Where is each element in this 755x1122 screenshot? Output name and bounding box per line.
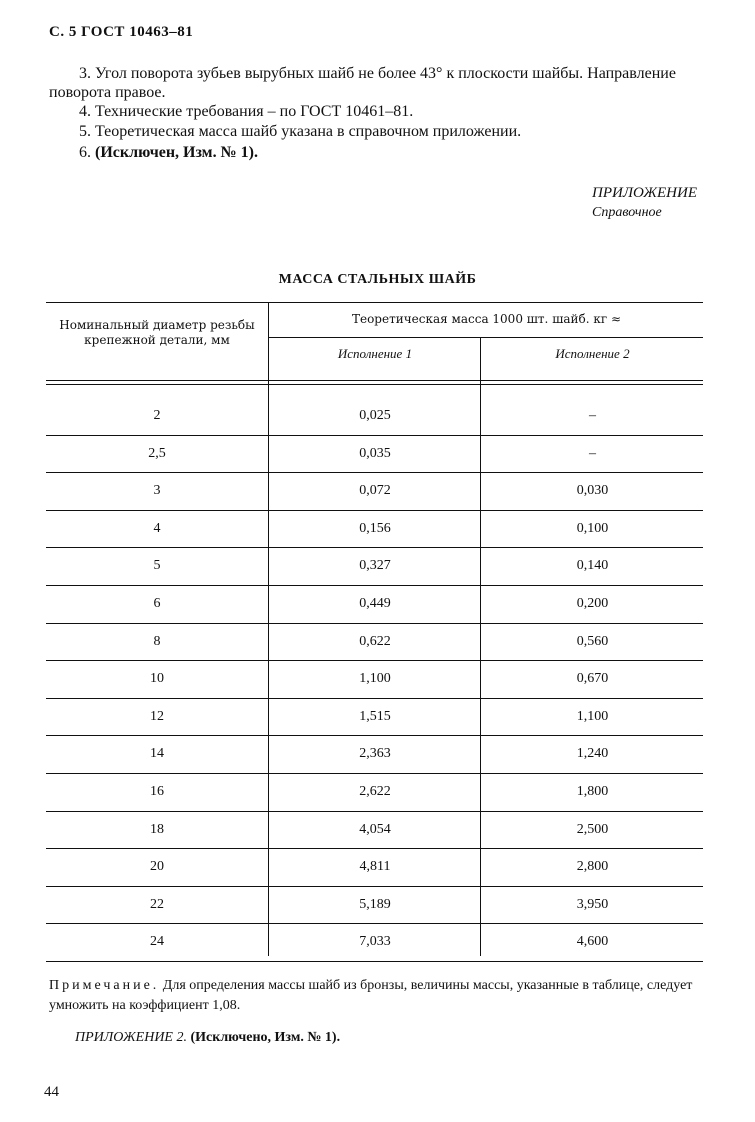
paragraph-4: 4. Технические требования – по ГОСТ 10461–81. [79, 103, 414, 120]
note-label: Примечание. [49, 978, 160, 993]
row-border [46, 472, 703, 473]
row-border [46, 435, 703, 436]
appendix-2-text: (Исключено, Изм. № 1). [190, 1030, 341, 1045]
cell-mass-variant-1: 4,054 [359, 821, 391, 837]
cell-diameter: 20 [150, 859, 164, 875]
row-border [46, 961, 703, 962]
cell-diameter: 22 [150, 896, 164, 912]
cell-mass-variant-1: 0,622 [359, 633, 391, 649]
table-note [49, 976, 709, 1016]
cell-diameter: 24 [150, 934, 164, 950]
cell-diameter: 16 [150, 784, 164, 799]
appendix-2 [75, 1030, 340, 1046]
group-header-border [268, 337, 703, 338]
cell-mass-variant-1: 1,100 [359, 671, 391, 687]
row-border [46, 547, 703, 548]
header-double-line-1 [46, 380, 703, 381]
appendix-label [592, 183, 697, 223]
page-header: С. 5 ГОСТ 10463–81 [49, 24, 194, 40]
appendix-title: ПРИЛОЖЕНИЕ [592, 185, 697, 201]
col2-header: Исполнение 1 [337, 346, 413, 361]
cell-diameter: 14 [150, 746, 164, 762]
row-border [46, 773, 703, 774]
appendix-2-label: ПРИЛОЖЕНИЕ 2. [75, 1030, 187, 1045]
cell-mass-variant-2: 0,100 [576, 520, 609, 536]
cell-mass-variant-1: 0,156 [359, 520, 391, 536]
row-border [46, 811, 703, 812]
column-divider-2 [480, 337, 481, 956]
cell-mass-variant-2: 0,560 [576, 633, 609, 649]
mass-table [46, 300, 703, 956]
header-double-line-2 [46, 384, 703, 385]
cell-mass-variant-2: 2,800 [576, 859, 609, 875]
row-border [46, 623, 703, 624]
row-border [46, 848, 703, 849]
cell-mass-variant-2: 1,240 [576, 746, 609, 762]
cell-mass-variant-1: 2,622 [359, 784, 391, 799]
cell-diameter: 5 [153, 558, 161, 574]
cell-mass-variant-1: 4,811 [359, 859, 391, 875]
cell-diameter: 6 [153, 596, 161, 611]
cell-diameter: 2 [153, 408, 161, 423]
paragraph-6-text: (Исключен, Изм. № 1). [95, 144, 258, 161]
cell-mass-variant-2: 0,140 [576, 558, 609, 574]
cell-mass-variant-2: 4,600 [576, 934, 609, 950]
paragraph-3: 3. Угол поворота зубьев вырубных шайб не более 43° к плоскости шайбы. Направление поворота правое. [49, 65, 676, 101]
table-title: МАССА СТАЛЬНЫХ ШАЙБ [278, 272, 477, 287]
cell-mass-variant-1: 0,449 [359, 596, 391, 611]
column-divider-1 [268, 302, 269, 956]
group-header: Теоретическая масса 1000 шт. шайб. кг ≈ [351, 312, 622, 326]
cell-mass-variant-2: 2,500 [576, 821, 609, 837]
cell-mass-variant-1: 0,327 [359, 558, 391, 574]
cell-mass-variant-2: 0,030 [576, 483, 609, 499]
col1-header: Номинальный диаметр резьбы крепежной детали, мм [59, 318, 255, 347]
cell-mass-variant-1: 5,189 [359, 896, 391, 912]
row-border [46, 660, 703, 661]
cell-mass-variant-2: 1,100 [576, 708, 609, 724]
row-border [46, 698, 703, 699]
row-border [46, 923, 703, 924]
cell-mass-variant-1: 7,033 [359, 934, 391, 950]
cell-mass-variant-2: 3,950 [576, 896, 609, 912]
cell-mass-variant-2: – [589, 408, 596, 423]
paragraph-6-number: 6. [79, 144, 91, 161]
cell-mass-variant-1: 0,035 [359, 445, 391, 461]
cell-mass-variant-2: 0,670 [576, 671, 609, 687]
cell-diameter: 4 [153, 520, 161, 536]
row-border [46, 886, 703, 887]
row-border [46, 735, 703, 736]
paragraph-5: 5. Теоретическая масса шайб указана в справочном приложении. [79, 123, 522, 140]
page-number: 44 [44, 1084, 59, 1100]
col3-header: Исполнение 2 [555, 346, 630, 361]
cell-diameter: 10 [150, 671, 164, 687]
appendix-kind: Справочное [592, 205, 662, 220]
cell-mass-variant-1: 1,515 [359, 708, 391, 724]
note-text: Для определения массы шайб из бронзы, величины массы, указанные в таблице, следует умножить на коэффициент 1,08. [49, 978, 693, 1013]
paragraph-6 [79, 143, 739, 162]
row-border [46, 510, 703, 511]
table-top-border [46, 302, 703, 303]
cell-diameter: 18 [150, 821, 164, 837]
cell-mass-variant-2: 1,800 [576, 784, 609, 799]
cell-diameter: 12 [150, 708, 164, 724]
row-border [46, 585, 703, 586]
cell-diameter: 3 [153, 483, 161, 499]
cell-mass-variant-2: 0,200 [576, 596, 609, 611]
cell-diameter: 2,5 [148, 445, 166, 461]
cell-mass-variant-1: 0,025 [359, 408, 391, 423]
cell-mass-variant-1: 2,363 [359, 746, 391, 762]
cell-diameter: 8 [153, 633, 161, 649]
cell-mass-variant-2: – [589, 445, 596, 461]
cell-mass-variant-1: 0,072 [359, 483, 391, 499]
